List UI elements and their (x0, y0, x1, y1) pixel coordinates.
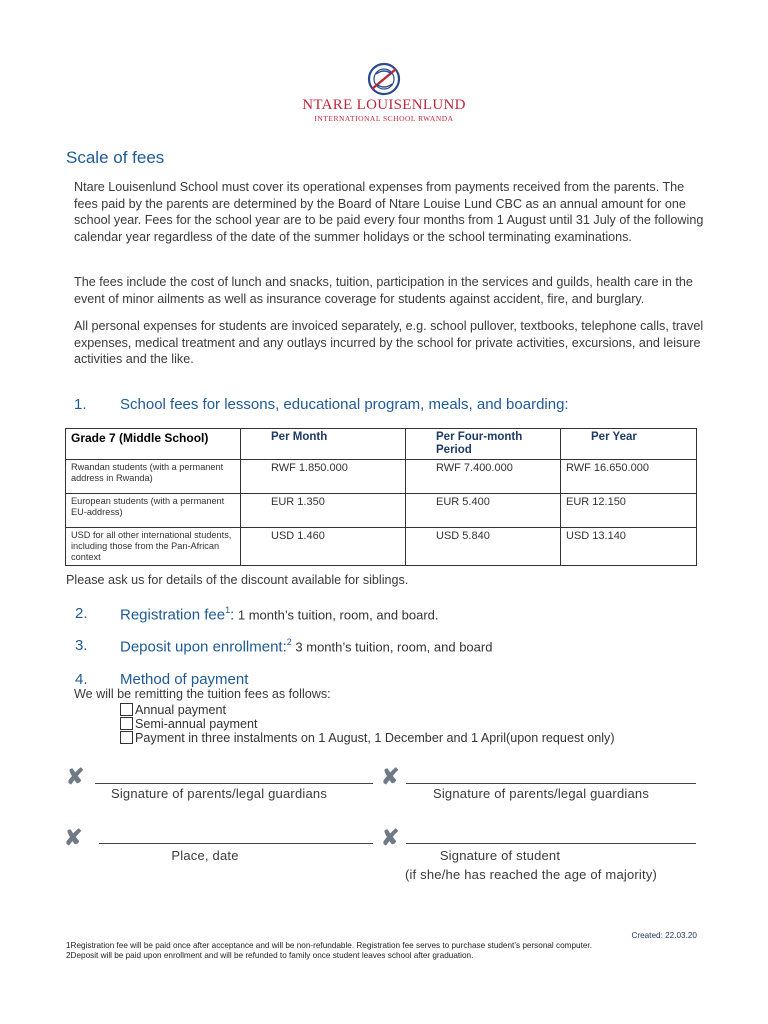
student-signature-note: (if she/he has reached the age of majority) (404, 867, 658, 882)
payment-option-semi-annual[interactable] (120, 717, 258, 731)
section-1-number: 1. (74, 396, 87, 413)
parent-signature-line-2[interactable] (406, 783, 696, 784)
cell-month: RWF 1.850.000 (241, 460, 406, 494)
page-title: Scale of fees (66, 148, 165, 167)
table-row (66, 460, 697, 494)
cell-four-month: RWF 7.400.000 (406, 460, 561, 494)
payment-intro: We will be remitting the tuition fees as follows: (74, 687, 331, 701)
section-3-number: 3. (75, 637, 88, 654)
payment-option-annual[interactable] (120, 703, 226, 717)
place-date-line[interactable] (99, 843, 373, 844)
section-3-heading (120, 637, 492, 656)
section-2-detail: 1 month’s tuition, room, and board. (234, 607, 439, 623)
table-header-month: Per Month (241, 429, 406, 460)
table-row (66, 494, 697, 528)
personal-expenses-paragraph: All personal expenses for students are invoiced separately, e.g. school pullover, textbooks, telephone calls, travel expenses, medical treatment and any outlays incurred by the school for private activities, excursions, and leisure activities and the like. (74, 319, 704, 367)
footnote-1: 1Registration fee will be paid once after acceptance and will be non-refundable. Registration fee serves to purchase student’s personal computer. (66, 941, 592, 950)
school-emblem-icon (366, 62, 402, 96)
option-label: Annual payment (135, 703, 227, 717)
section-4-number: 4. (75, 671, 88, 688)
intro-paragraph: Ntare Louisenlund School must cover its operational expenses from payments received from the parents. The fees paid by the parents are determined by the Board of Ntare Louise Lund CBC as an annual amount for one school year. Fees for the school year are to be paid every four months from 1 August until 31 July of the following calendar year regardless of the date of the summer holidays or the school terminating examinations. (74, 180, 704, 244)
sign-here-icon: ✘ (66, 764, 85, 789)
cell-year: RWF 16.650.000 (561, 460, 697, 494)
table-header-grade: Grade 7 (Middle School) (66, 429, 241, 460)
school-subtitle: INTERNATIONAL SCHOOL RWANDA (314, 114, 454, 123)
school-logo (0, 62, 768, 101)
section-2-colon: : (230, 606, 235, 624)
sign-here-icon: ✘ (381, 764, 400, 789)
table-header-four-month: Per Four-month Period (406, 429, 561, 460)
footnote-2: 2Deposit will be paid upon enrollment and will be refunded to family once student leaves school after graduation. (66, 951, 474, 960)
fees-table (65, 428, 697, 566)
footnote-ref-2: 2 (286, 637, 292, 647)
discount-note: Please ask us for details of the discount available for siblings. (66, 573, 409, 587)
table-header-year: Per Year (561, 429, 697, 460)
cell-month: EUR 1.350 (241, 494, 406, 528)
student-signature-label: Signature of student (439, 848, 561, 863)
row-label: Rwandan students (with a permanent address in Rwanda) (66, 460, 241, 494)
checkbox-semi-annual[interactable] (120, 717, 133, 730)
section-2-title: Registration fee (120, 606, 226, 624)
student-signature-line[interactable] (406, 843, 696, 844)
section-2-number: 2. (75, 605, 88, 622)
cell-month: USD 1.460 (241, 528, 406, 566)
parent-signature-line-1[interactable] (95, 783, 373, 784)
sign-here-icon: ✘ (64, 825, 83, 850)
section-1-heading (74, 396, 87, 414)
created-date: Created: 22.03.20 (631, 931, 697, 940)
school-name: NTARE LOUISENLUND (302, 97, 466, 113)
cell-year: EUR 12.150 (561, 494, 697, 528)
sign-here-icon: ✘ (381, 825, 400, 850)
row-label: European students (with a permanent EU-address) (66, 494, 241, 528)
place-date-label: Place, date (171, 848, 239, 863)
section-3-title: Deposit upon enrollment: (120, 638, 287, 656)
checkbox-annual[interactable] (120, 703, 133, 716)
checkbox-instalments[interactable] (120, 731, 133, 744)
payment-option-instalments[interactable] (120, 731, 615, 745)
parent-signature-label-1: Signature of parents/legal guardians (110, 786, 328, 801)
cell-four-month: USD 5.840 (406, 528, 561, 566)
section-3-detail: 3 month’s tuition, room, and board (291, 639, 493, 655)
option-label: Payment in three instalments on 1 August, 1 December and 1 April(upon request only) (135, 731, 615, 745)
footnote-ref-1: 1 (225, 605, 231, 615)
parent-signature-label-2: Signature of parents/legal guardians (432, 786, 650, 801)
section-2-heading (120, 605, 439, 624)
row-label: USD for all other international students, including those from the Pan-African context (66, 528, 241, 566)
fees-include-paragraph: The fees include the cost of lunch and snacks, tuition, participation in the services and guilds, health care in the event of minor ailments as well as insurance coverage for students against accident, fire, and burglary. (74, 275, 693, 306)
cell-year: USD 13.140 (561, 528, 697, 566)
cell-four-month: EUR 5.400 (406, 494, 561, 528)
table-header-row (66, 429, 697, 460)
table-row (66, 528, 697, 566)
option-label: Semi-annual payment (135, 717, 258, 731)
section-4-title: Method of payment (120, 671, 249, 688)
section-1-title: School fees for lessons, educational program, meals, and boarding: (120, 396, 569, 413)
